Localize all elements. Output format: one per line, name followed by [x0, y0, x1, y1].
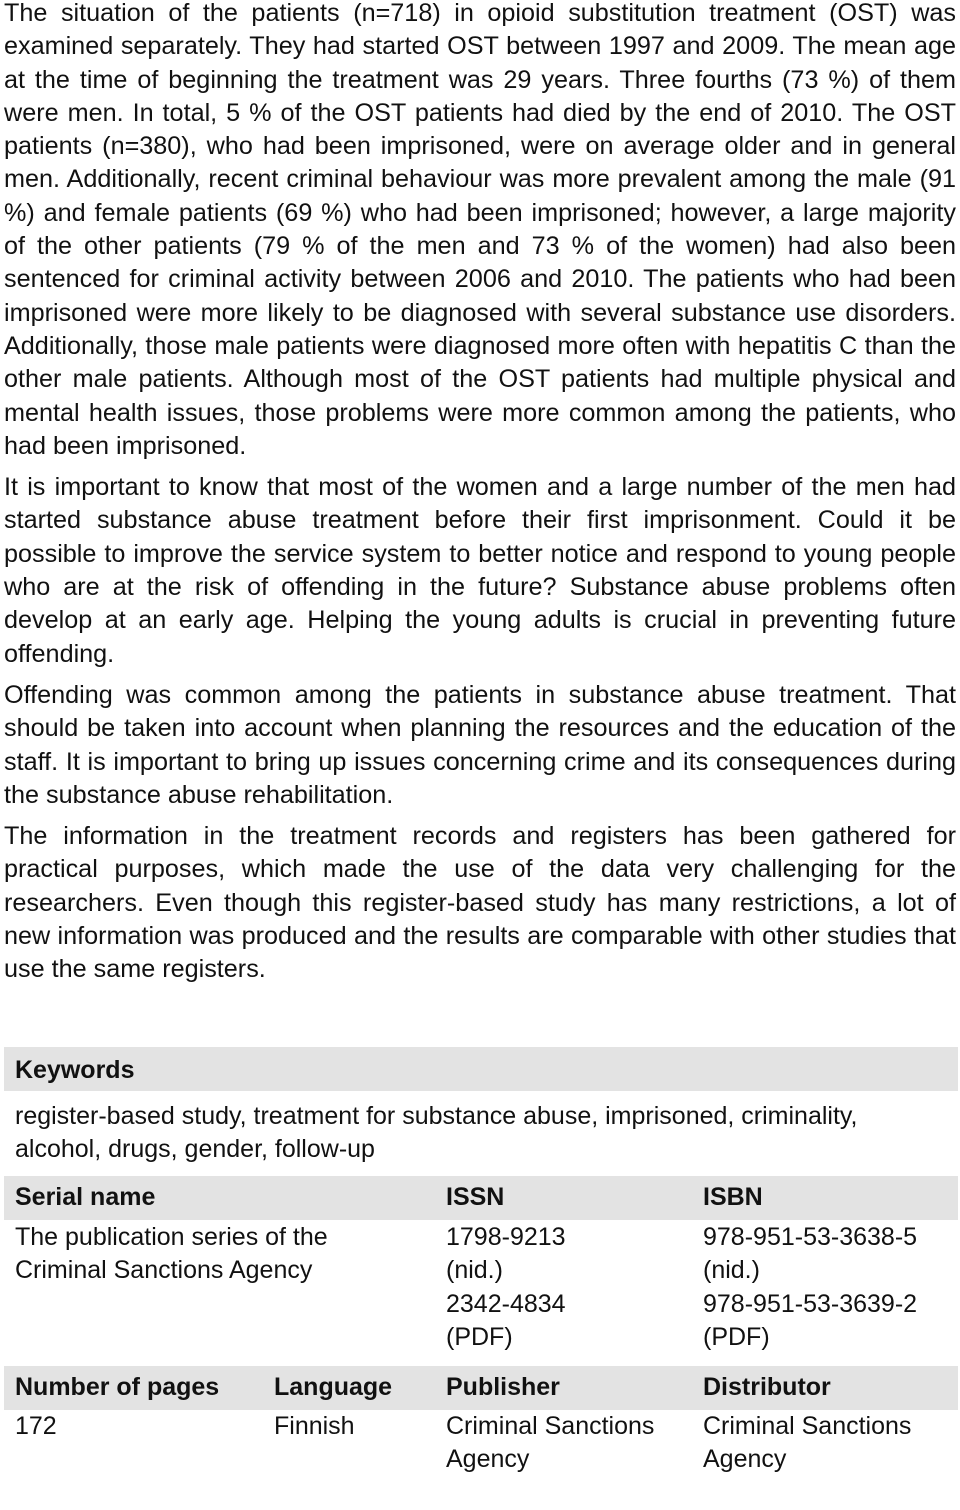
summary-paragraph-women-men: It is important to know that most of the women and a large number of the men had started substance abuse treatment before their first imprisonment. Could it be possible to improve the service system to better notice and respond to young people who are at the risk of offending in the future? Substance abuse problems often develop at an early age. Helping the young adults is crucial in preventing future offending.: [4, 473, 956, 668]
keywords-header-row: [4, 1047, 958, 1091]
pages-value: 172: [15, 1412, 57, 1440]
isbn-pdf: 978-951-53-3639-2: [703, 1289, 918, 1318]
serial-name-heading: Serial name: [15, 1183, 156, 1211]
summary-paragraph-registers: The information in the treatment records and registers has been gathered for practical purposes, which made the use of the data very challenging for the researchers. Even though this register-based study has many restrictions, a lot of new information was produced and the results are comparable with other studies that use the same registers.: [4, 822, 956, 984]
details-body-row: [4, 1410, 958, 1510]
distributor-line-1: Criminal Sanctions: [703, 1412, 912, 1440]
pages-heading: Number of pages: [15, 1373, 220, 1401]
details-header-row: [4, 1366, 958, 1410]
publisher-line-2: Agency: [446, 1445, 530, 1474]
issn-pdf: 2342-4834: [446, 1289, 566, 1318]
issn-print: 1798-9213: [446, 1223, 566, 1251]
isbn-heading: ISBN: [703, 1183, 763, 1211]
publisher-heading: Publisher: [446, 1373, 560, 1401]
serial-name-value: [15, 1221, 328, 1288]
language-heading: Language: [274, 1373, 393, 1401]
distributor-line-2: Agency: [703, 1445, 787, 1474]
serial-name-line-2: Criminal Sanctions Agency: [15, 1256, 313, 1285]
isbn-print: 978-951-53-3638-5: [703, 1223, 918, 1251]
serial-name-line-1: The publication series of the: [15, 1223, 328, 1251]
distributor-heading: Distributor: [703, 1373, 831, 1401]
serial-body-row: [4, 1220, 958, 1366]
serial-header-row: [4, 1176, 958, 1220]
isbn-pdf-note: (PDF): [703, 1322, 770, 1351]
language-value: Finnish: [274, 1412, 355, 1440]
summary-text: [4, 0, 956, 987]
publication-metadata-table: [4, 1047, 958, 1510]
issn-pdf-note: (PDF): [446, 1322, 513, 1351]
publisher-line-1: Criminal Sanctions: [446, 1412, 655, 1440]
issn-heading: ISSN: [446, 1183, 505, 1211]
keywords-body: [4, 1091, 958, 1176]
isbn-print-note: (nid.): [703, 1256, 760, 1285]
keywords-heading: Keywords: [15, 1056, 135, 1084]
isbn-values: [703, 1221, 917, 1354]
keywords-line-1: register-based study, treatment for substance abuse, imprisoned, criminality,: [15, 1102, 858, 1130]
keywords-line-2: alcohol, drugs, gender, follow-up: [15, 1135, 375, 1164]
issn-values: [446, 1221, 566, 1354]
summary-paragraph-offending: Offending was common among the patients in substance abuse treatment. That should be taken into account when planning the resources and the education of the staff. It is important to bring up issues concerning crime and its consequences during the substance abuse rehabilitation.: [4, 680, 956, 809]
summary-paragraph-ost: The situation of the patients (n=718) in opioid substitution treatment (OST) was examined separately. They had started OST between 1997 and 2009. The mean age at the time of beginning the treatment was 29 years. Three fourths (73 %) of them were men. In total, 5 % of the OST patients had died by the end of 2010. The OST patients (n=380), who had been imprisoned, were on average older and in general men. Additionally, recent criminal behaviour was more prevalent among the male (91 %) and female patients (69 %) who had been imprisoned; however, a large majority of the other patients (79 % of the men and 73 % of the women) had also been sentenced for criminal activity between 2006 and 2010. The patients who had been imprisoned were more likely to be diagnosed with several substance use disorders. Additionally, those male patients were diagnosed more often with hepatitis C than the other male patients. Although most of the OST patients had multiple physical and mental health issues, those problems were more common among the patients, who had been imprisoned.: [4, 0, 956, 460]
issn-print-note: (nid.): [446, 1256, 503, 1285]
